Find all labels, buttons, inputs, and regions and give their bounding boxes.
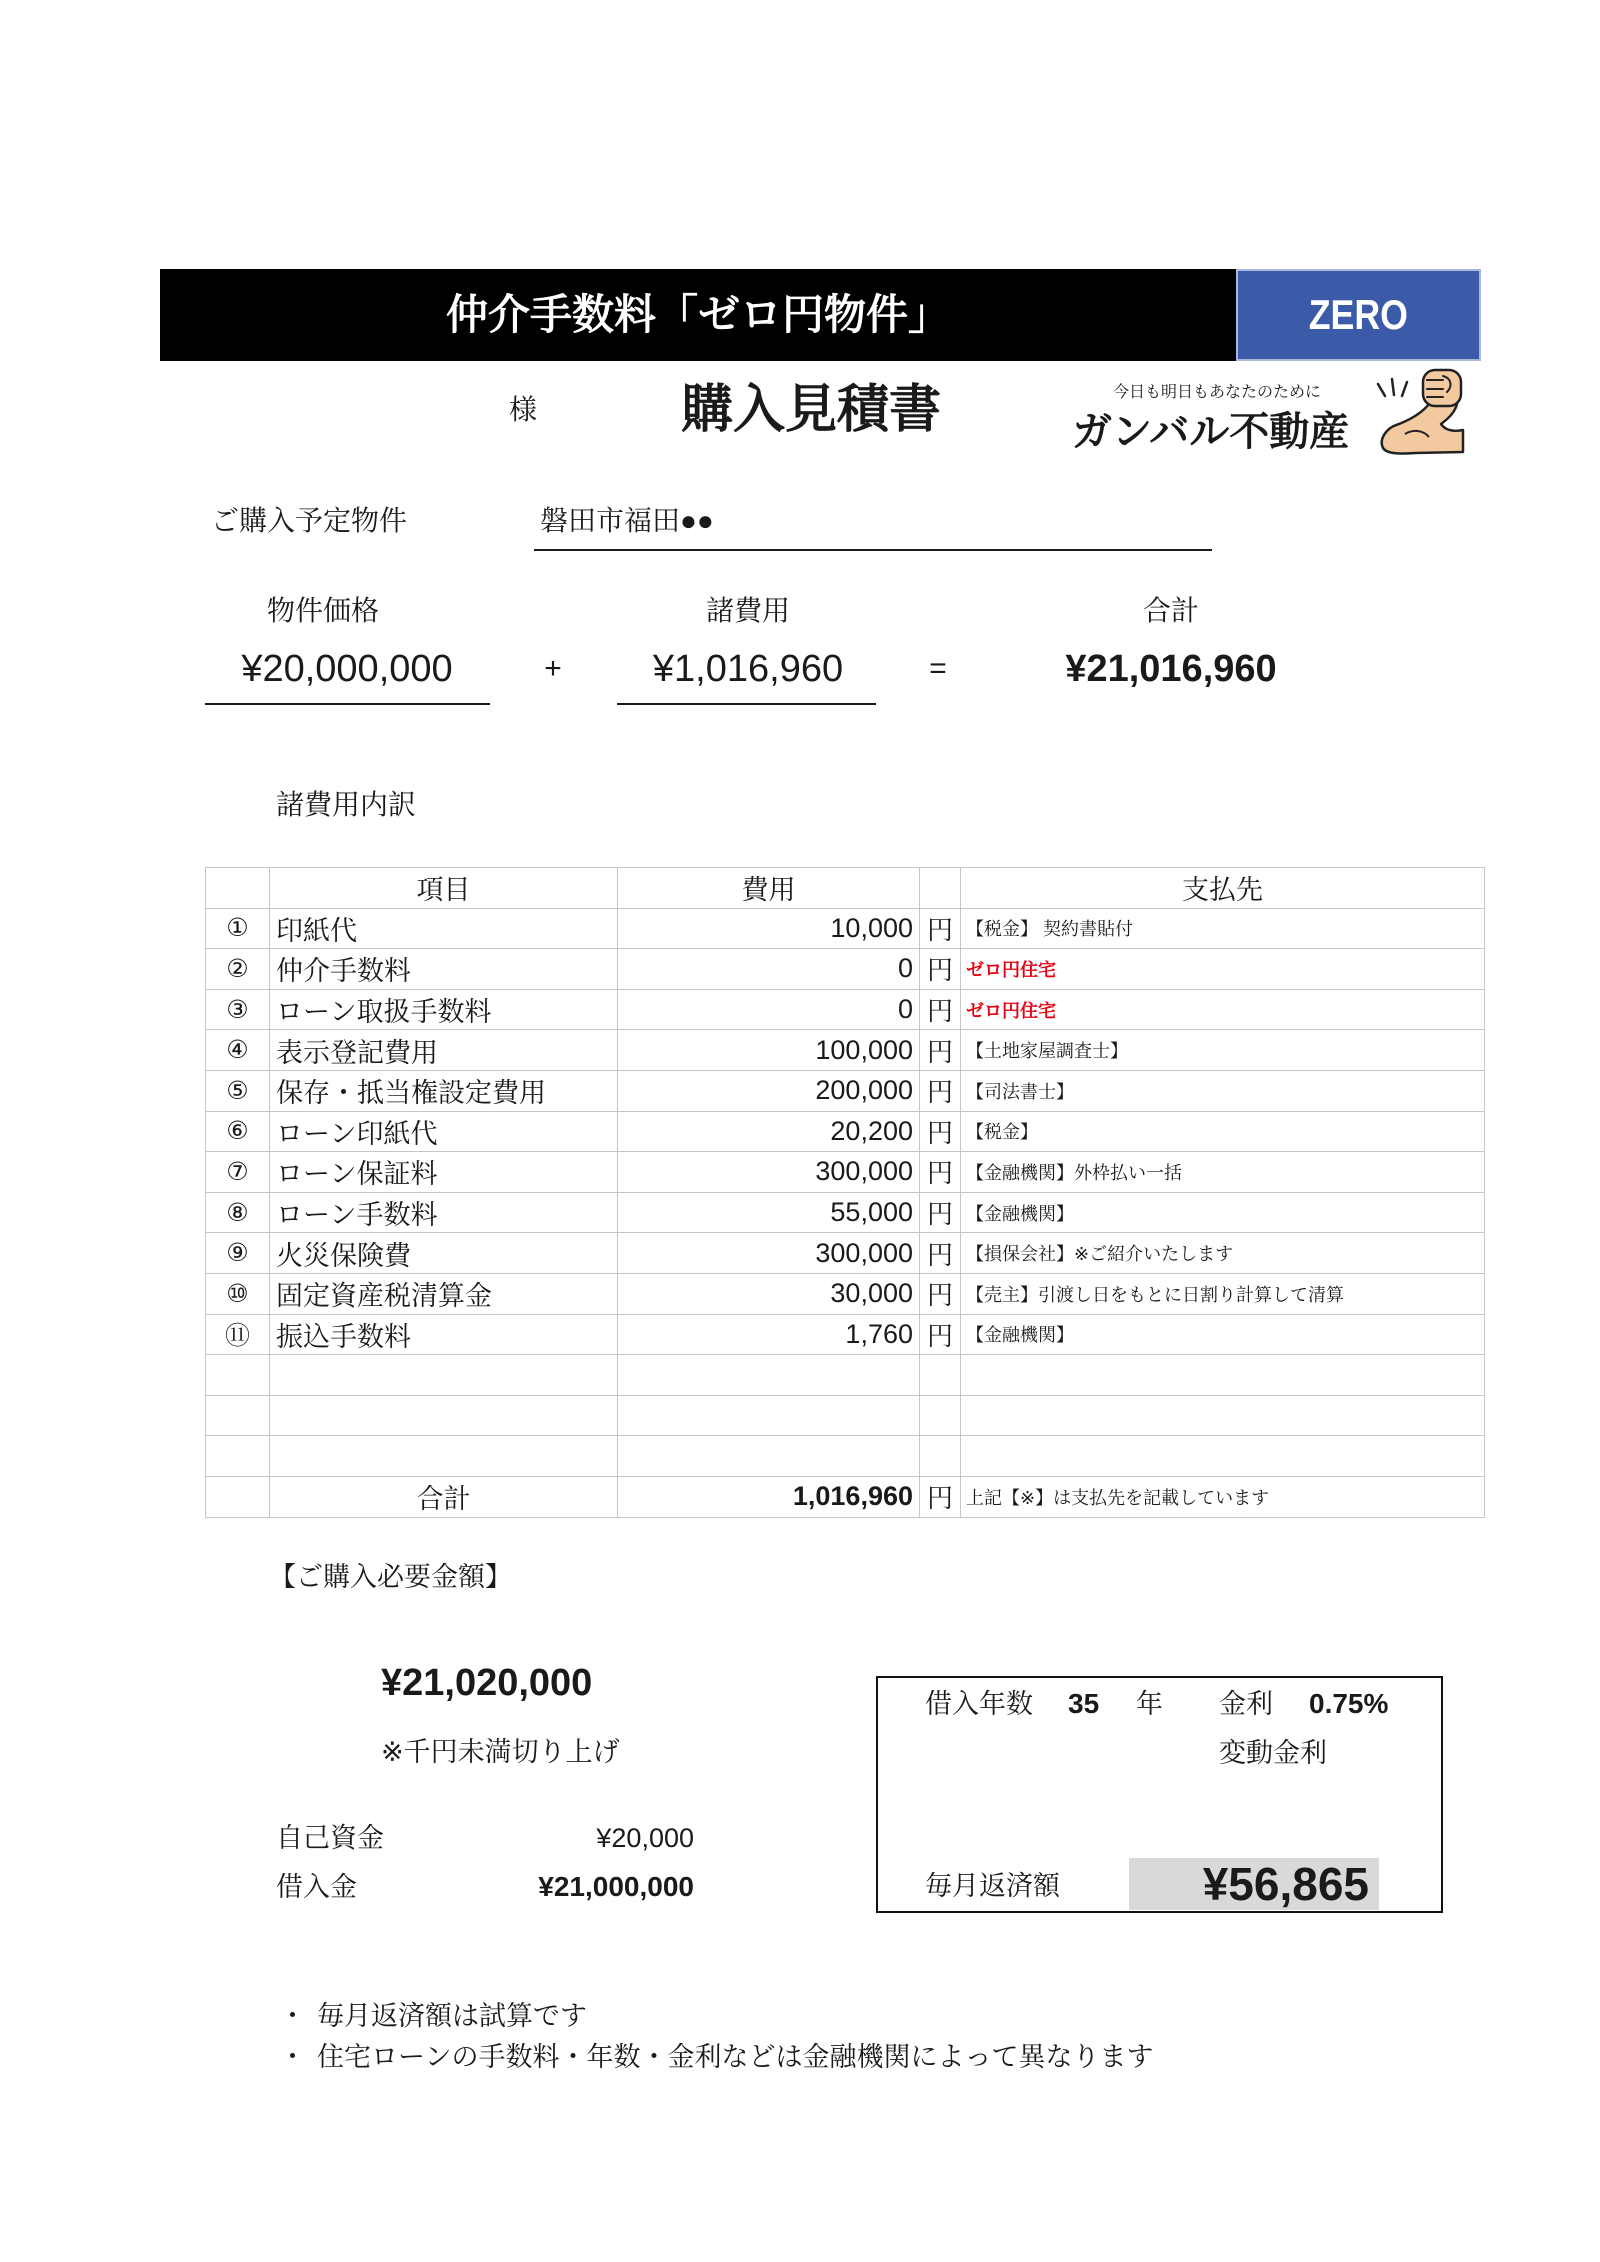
logo-name: ガンバル不動産 <box>1072 410 1350 454</box>
header-no-cell <box>206 868 270 909</box>
row-number: ⑪ <box>206 1314 270 1355</box>
total-value: ¥21,016,960 <box>1065 648 1277 690</box>
empty-cell <box>920 1436 961 1477</box>
row-number: ⑥ <box>206 1111 270 1152</box>
table-row <box>206 908 1485 949</box>
monthly-label: 毎月返済額 <box>925 1871 1060 1901</box>
row-item: 印紙代 <box>270 908 618 949</box>
term-label: 借入年数 <box>925 1689 1033 1719</box>
row-unit: 円 <box>920 1192 961 1233</box>
purchase-section-title: 【ご購入必要金額】 <box>269 1562 512 1592</box>
row-item: ローン手数料 <box>270 1192 618 1233</box>
row-item: 保存・抵当権設定費用 <box>270 1070 618 1111</box>
row-unit: 円 <box>920 1070 961 1111</box>
plus-sign: + <box>544 652 562 685</box>
row-cost: 0 <box>618 949 920 990</box>
empty-cell <box>206 1436 270 1477</box>
empty-cell <box>961 1355 1485 1396</box>
table-row <box>206 1111 1485 1152</box>
own-funds-value: ¥20,000 <box>596 1823 694 1853</box>
own-funds-label: 自己資金 <box>276 1823 384 1853</box>
header-unit-cell <box>920 868 961 909</box>
row-payee: 【金融機関】 <box>961 1314 1485 1355</box>
empty-cell <box>206 1395 270 1436</box>
rate-label: 金利 <box>1219 1689 1273 1719</box>
fees-label: 諸費用 <box>705 595 790 626</box>
row-unit: 円 <box>920 1111 961 1152</box>
rate-value: 0.75% <box>1309 1688 1389 1719</box>
row-cost: 55,000 <box>618 1192 920 1233</box>
price-label: 物件価格 <box>266 595 379 626</box>
price-value: ¥20,000,000 <box>241 648 453 690</box>
row-unit: 円 <box>920 1152 961 1193</box>
bullet: ・ <box>279 2001 306 2031</box>
row-payee: ゼロ円住宅 <box>961 949 1485 990</box>
flexing-arm-icon <box>1375 366 1465 456</box>
logo-tagline: 今日も明日もあなたのために <box>1113 384 1322 401</box>
honorific: 様 <box>509 394 538 425</box>
table-row-empty <box>206 1395 1485 1436</box>
row-payee: 【売主】引渡し日をもとに日割り計算して清算 <box>961 1273 1485 1314</box>
row-number: ④ <box>206 1030 270 1071</box>
row-payee: 【土地家屋調査士】 <box>961 1030 1485 1071</box>
row-item: 仲介手数料 <box>270 949 618 990</box>
empty-cell <box>270 1395 618 1436</box>
note-item: 毎月返済額は試算です <box>317 2001 587 2031</box>
term-value: 35 <box>1068 1688 1100 1719</box>
table-row <box>206 1273 1485 1314</box>
loan-label: 借入金 <box>276 1872 357 1902</box>
row-number: ⑤ <box>206 1070 270 1111</box>
empty-cell <box>961 1395 1485 1436</box>
table-row <box>206 1070 1485 1111</box>
row-payee: 【税金】 <box>961 1111 1485 1152</box>
row-item: 固定資産税清算金 <box>270 1273 618 1314</box>
empty-cell <box>618 1355 920 1396</box>
row-item: 振込手数料 <box>270 1314 618 1355</box>
row-cost: 100,000 <box>618 1030 920 1071</box>
loan-amount: ¥21,000,000 <box>538 1871 694 1902</box>
row-number: ⑩ <box>206 1273 270 1314</box>
header-title: 仲介手数料「ゼロ円物件」 <box>160 269 1236 361</box>
breakdown-title: 諸費用内訳 <box>276 789 417 820</box>
table-row <box>206 1030 1485 1071</box>
row-payee: 【金融機関】 <box>961 1192 1485 1233</box>
total-row-label: 合計 <box>270 1476 618 1517</box>
row-payee: 【損保会社】※ご紹介いたします <box>961 1233 1485 1274</box>
table-total-row <box>206 1476 1485 1517</box>
required-amount: ¥21,020,000 <box>381 1662 593 1704</box>
total-label: 合計 <box>1142 595 1199 626</box>
table-row <box>206 989 1485 1030</box>
total-row-unit: 円 <box>920 1476 961 1517</box>
property-value: 磐田市福田●● <box>540 505 714 536</box>
empty-cell <box>618 1395 920 1436</box>
row-cost: 1,760 <box>618 1314 920 1355</box>
row-unit: 円 <box>920 949 961 990</box>
table-row <box>206 1233 1485 1274</box>
empty-cell <box>270 1355 618 1396</box>
term-unit: 年 <box>1136 1689 1163 1719</box>
table-row-empty <box>206 1436 1485 1477</box>
row-number: ② <box>206 949 270 990</box>
row-item: ローン取扱手数料 <box>270 989 618 1030</box>
header-cost: 費用 <box>618 868 920 909</box>
rounding-note: ※千円未満切り上げ <box>381 1737 620 1767</box>
note-item: 住宅ローンの手数料・年数・金利などは金融機関によって異なります <box>317 2042 1154 2072</box>
document-title: 購入見積書 <box>681 381 942 439</box>
row-unit: 円 <box>920 1233 961 1274</box>
empty-cell <box>961 1436 1485 1477</box>
rate-type: 変動金利 <box>1219 1738 1327 1768</box>
total-row-note: 上記【※】は支払先を記載しています <box>961 1476 1485 1517</box>
header-item: 項目 <box>270 868 618 909</box>
row-number: ⑦ <box>206 1152 270 1193</box>
breakdown-table <box>205 867 1485 1518</box>
row-unit: 円 <box>920 1314 961 1355</box>
row-payee: 【金融機関】外枠払い一括 <box>961 1152 1485 1193</box>
table-row-empty <box>206 1355 1485 1396</box>
total-row-cost: 1,016,960 <box>618 1476 920 1517</box>
monthly-payment-box <box>1129 1858 1379 1910</box>
row-cost: 200,000 <box>618 1070 920 1111</box>
row-unit: 円 <box>920 1273 961 1314</box>
fees-underline <box>617 703 876 705</box>
row-cost: 300,000 <box>618 1233 920 1274</box>
row-payee: 【税金】 契約書貼付 <box>961 908 1485 949</box>
empty-cell <box>206 1355 270 1396</box>
row-item: ローン保証料 <box>270 1152 618 1193</box>
table-row <box>206 1192 1485 1233</box>
row-cost: 20,200 <box>618 1111 920 1152</box>
row-cost: 10,000 <box>618 908 920 949</box>
equals-sign: = <box>929 652 947 685</box>
property-label: ご購入予定物件 <box>211 505 408 536</box>
row-cost: 300,000 <box>618 1152 920 1193</box>
price-underline <box>205 703 490 705</box>
row-unit: 円 <box>920 908 961 949</box>
bullet: ・ <box>279 2042 306 2072</box>
row-number: ⑧ <box>206 1192 270 1233</box>
table-row <box>206 949 1485 990</box>
row-payee: 【司法書士】 <box>961 1070 1485 1111</box>
empty-cell <box>920 1355 961 1396</box>
row-payee: ゼロ円住宅 <box>961 989 1485 1030</box>
row-unit: 円 <box>920 989 961 1030</box>
table-header-row <box>206 868 1485 909</box>
monthly-payment: ¥56,865 <box>1202 1858 1369 1910</box>
header-payee: 支払先 <box>961 868 1485 909</box>
table-row <box>206 1152 1485 1193</box>
row-number: ① <box>206 908 270 949</box>
fees-value: ¥1,016,960 <box>652 648 844 690</box>
header-bar <box>160 269 1481 361</box>
row-item: 火災保険費 <box>270 1233 618 1274</box>
row-number: ③ <box>206 989 270 1030</box>
empty-cell <box>618 1436 920 1477</box>
zero-badge-label: ZERO <box>1308 291 1409 338</box>
row-cost: 0 <box>618 989 920 1030</box>
zero-badge <box>1236 269 1481 361</box>
row-number: ⑨ <box>206 1233 270 1274</box>
row-item: 表示登記費用 <box>270 1030 618 1071</box>
empty-cell <box>920 1395 961 1436</box>
row-unit: 円 <box>920 1030 961 1071</box>
empty-cell <box>270 1436 618 1477</box>
row-item: ローン印紙代 <box>270 1111 618 1152</box>
property-underline <box>534 549 1212 551</box>
table-row <box>206 1314 1485 1355</box>
row-cost: 30,000 <box>618 1273 920 1314</box>
empty-cell <box>206 1476 270 1517</box>
